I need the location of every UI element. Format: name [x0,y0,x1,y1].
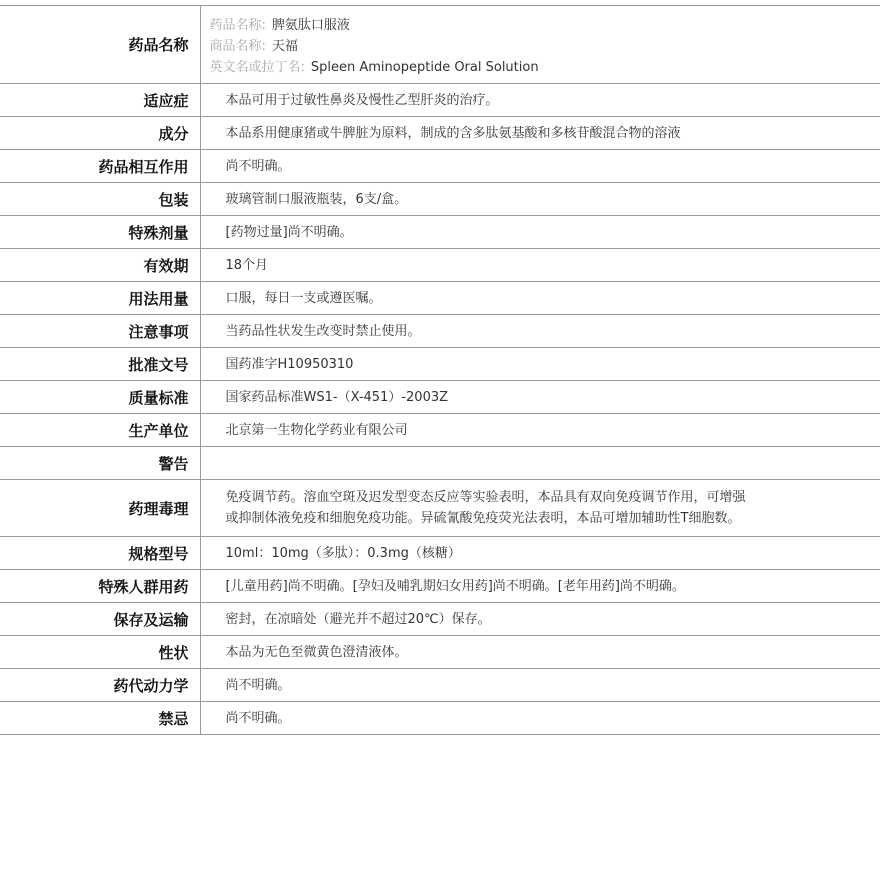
row-special-dosage [0,216,880,249]
row-label: 特殊人群用药 [0,570,200,603]
row-label: 生产单位 [0,414,200,447]
row-value: 尚不明确。 [200,150,880,183]
generic-name-value: 脾氨肽口服液 [271,18,350,33]
row-value: 18个月 [200,249,880,282]
row-label: 药代动力学 [0,669,200,702]
row-value: 本品为无色至微黄色澄清液体。 [200,636,880,669]
row-value: 国药准字H10950310 [200,348,880,381]
row-names [0,6,880,84]
row-label: 批准文号 [0,348,200,381]
row-value: 国家药品标准WS1-（X-451）-2003Z [200,381,880,414]
row-label: 性状 [0,636,200,669]
row-label: 药品相互作用 [0,150,200,183]
row-value: 口服，每日一支或遵医嘱。 [200,282,880,315]
row-warning [0,447,880,480]
row-label: 规格型号 [0,537,200,570]
row-label: 注意事项 [0,315,200,348]
row-manufacturer [0,414,880,447]
row-value: 北京第一生物化学药业有限公司 [200,414,880,447]
row-value: 密封，在凉暗处（避光并不超过20℃）保存。 [200,603,880,636]
row-pharmacology [0,480,880,537]
trade-name-key: 商品名称: [209,39,266,54]
generic-name-line [210,15,880,36]
row-packaging [0,183,880,216]
row-approval-number [0,348,880,381]
row-usage [0,282,880,315]
trade-name-line [210,36,880,57]
row-value: 本品可用于过敏性鼻炎及慢性乙型肝炎的治疗。 [200,84,880,117]
generic-name-key: 药品名称: [209,18,266,33]
row-value: [儿童用药]尚不明确。[孕妇及哺乳期妇女用药]尚不明确。[老年用药]尚不明确。 [200,570,880,603]
english-name-key: 英文名或拉丁名: [209,60,305,75]
trade-name-value: 天福 [271,39,298,54]
row-label: 保存及运输 [0,603,200,636]
row-label: 质量标准 [0,381,200,414]
row-interactions [0,150,880,183]
names-cell [200,6,880,84]
row-label: 特殊剂量 [0,216,200,249]
english-name-value: Spleen Aminopeptide Oral Solution [310,60,539,75]
row-value: 本品系用健康猪或牛脾脏为原料，制成的含多肽氨基酸和多核苷酸混合物的溶液 [200,117,880,150]
row-indications [0,84,880,117]
row-label: 适应症 [0,84,200,117]
row-label: 成分 [0,117,200,150]
row-label: 禁忌 [0,702,200,735]
row-label: 有效期 [0,249,200,282]
row-ingredients [0,117,880,150]
drug-info-table [0,5,880,735]
english-name-line [210,57,880,78]
row-specification [0,537,880,570]
row-value: 尚不明确。 [200,702,880,735]
row-value: 10ml：10mg（多肽）：0.3mg（核糖） [200,537,880,570]
drug-info-sheet [0,5,880,735]
row-contraindications [0,702,880,735]
row-value: [药物过量]尚不明确。 [200,216,880,249]
row-value [200,447,880,480]
row-label: 药理毒理 [0,480,200,537]
row-value: 免疫调节药。溶血空斑及迟发型变态反应等实验表明，本品具有双向免疫调节作用，可增强 或抑制体液免疫和细胞免疫功能。异硫氰酸免疫荧光法表明，本品可增加辅助性T细胞数。 [200,480,880,537]
row-pharmacokinetics [0,669,880,702]
row-quality-standard [0,381,880,414]
row-value: 玻璃管制口服液瓶装，6支/盒。 [200,183,880,216]
row-label: 用法用量 [0,282,200,315]
names-block [210,6,880,78]
row-value: 尚不明确。 [200,669,880,702]
row-shelf-life [0,249,880,282]
row-precautions [0,315,880,348]
row-label: 药品名称 [0,6,200,84]
row-value: 当药品性状发生改变时禁止使用。 [200,315,880,348]
row-label: 警告 [0,447,200,480]
row-special-populations [0,570,880,603]
row-label: 包装 [0,183,200,216]
row-storage [0,603,880,636]
row-appearance [0,636,880,669]
